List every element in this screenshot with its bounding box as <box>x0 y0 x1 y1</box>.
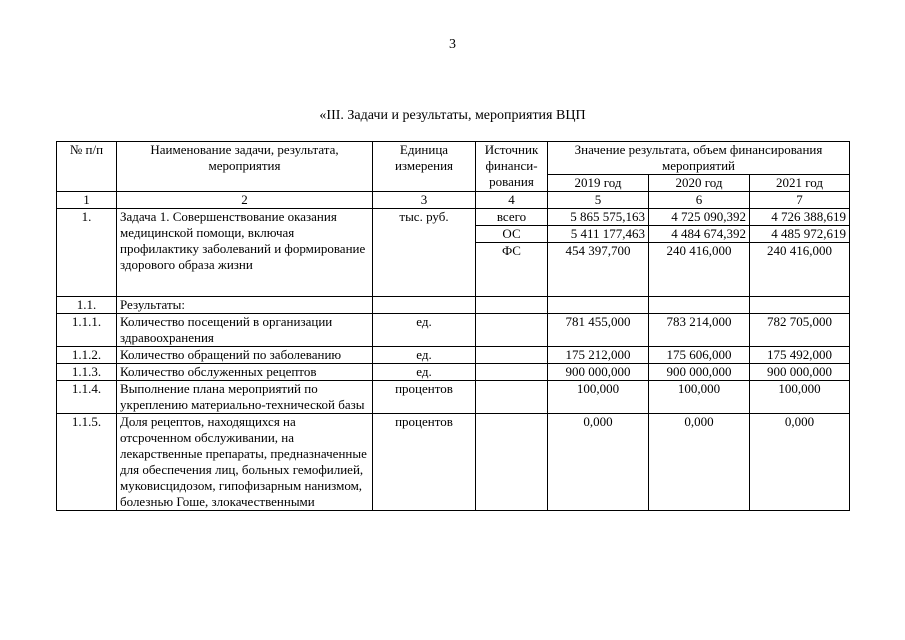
value-cell: 5 411 177,463 <box>548 226 648 243</box>
row-num: 1.1.1. <box>57 314 117 347</box>
row-value-2020: 783 214,000 <box>649 314 750 347</box>
row-name: Выполнение плана мероприятий по укреплению материально-технической базы <box>117 381 373 414</box>
row-unit: процентов <box>373 414 476 511</box>
column-numbers-row <box>57 192 850 209</box>
row-unit: процентов <box>373 381 476 414</box>
header-source: Источник финанси-рования <box>476 142 548 192</box>
row-value-2020: 100,000 <box>649 381 750 414</box>
empty-cell <box>750 297 850 314</box>
value-cell: 4 726 388,619 <box>750 209 849 226</box>
results-header-row <box>57 297 850 314</box>
col-number: 6 <box>649 192 750 209</box>
row-value-2019: 100,000 <box>548 381 649 414</box>
row-unit: ед. <box>373 364 476 381</box>
col-number: 5 <box>548 192 649 209</box>
task-num: 1. <box>57 209 117 297</box>
value-cell: 4 485 972,619 <box>750 226 849 243</box>
source-os: ОС <box>476 226 547 243</box>
col-number: 4 <box>476 192 548 209</box>
row-name: Количество обращений по заболеванию <box>117 347 373 364</box>
col-number: 7 <box>750 192 850 209</box>
tasks-results-table <box>56 141 850 511</box>
value-cell: 454 397,700 <box>565 243 631 258</box>
row-source <box>476 414 548 511</box>
row-value-2020: 0,000 <box>649 414 750 511</box>
row-source <box>476 364 548 381</box>
empty-cell <box>373 297 476 314</box>
col-number: 2 <box>117 192 373 209</box>
header-unit: Единица измерения <box>373 142 476 192</box>
row-source <box>476 314 548 347</box>
row-value-2020: 900 000,000 <box>649 364 750 381</box>
empty-cell <box>649 297 750 314</box>
task-sources <box>476 209 548 297</box>
table-row <box>57 314 850 347</box>
row-source <box>476 347 548 364</box>
row-source <box>476 381 548 414</box>
row-value-2021: 900 000,000 <box>750 364 850 381</box>
row-unit: ед. <box>373 314 476 347</box>
value-cell: 240 416,000 <box>767 243 832 258</box>
row-value-2019: 0,000 <box>548 414 649 511</box>
source-total: всего <box>476 209 547 226</box>
col-number: 1 <box>57 192 117 209</box>
header-year-2020: 2020 год <box>649 175 750 192</box>
header-value-group: Значение результата, объем финансирования мероприятий <box>548 142 850 175</box>
empty-cell <box>548 297 649 314</box>
table-row <box>57 414 850 511</box>
results-label: Результаты: <box>117 297 373 314</box>
row-name: Количество обслуженных рецептов <box>117 364 373 381</box>
row-num: 1.1.5. <box>57 414 117 511</box>
value-cell: 4 725 090,392 <box>649 209 749 226</box>
row-value-2021: 0,000 <box>750 414 850 511</box>
row-value-2021: 782 705,000 <box>750 314 850 347</box>
row-value-2019: 781 455,000 <box>548 314 649 347</box>
results-num: 1.1. <box>57 297 117 314</box>
header-row-1 <box>57 142 850 175</box>
row-unit: ед. <box>373 347 476 364</box>
source-fs: ФС <box>502 243 521 258</box>
row-num: 1.1.3. <box>57 364 117 381</box>
empty-cell <box>476 297 548 314</box>
row-value-2019: 175 212,000 <box>548 347 649 364</box>
row-name: Доля рецептов, находящихся на отсроченном обслуживании, на лекарственные препараты, предназначенные для обеспечения лиц, больных гемофилией, муковисцидозом, гипофизарным нанизмом, болезнью Гоше, злокачественными <box>117 414 373 511</box>
value-cell: 4 484 674,392 <box>649 226 749 243</box>
row-value-2019: 900 000,000 <box>548 364 649 381</box>
page-number: 3 <box>449 37 456 52</box>
header-year-2019: 2019 год <box>548 175 649 192</box>
row-num: 1.1.2. <box>57 347 117 364</box>
value-cell: 240 416,000 <box>666 243 732 258</box>
table-row <box>57 364 850 381</box>
task-values-2020 <box>649 209 750 297</box>
task-values-2019 <box>548 209 649 297</box>
row-value-2021: 175 492,000 <box>750 347 850 364</box>
table-row <box>57 381 850 414</box>
header-year-2021: 2021 год <box>750 175 850 192</box>
row-value-2020: 175 606,000 <box>649 347 750 364</box>
row-value-2021: 100,000 <box>750 381 850 414</box>
row-num: 1.1.4. <box>57 381 117 414</box>
task-unit: тыс. руб. <box>373 209 476 297</box>
table-row <box>57 347 850 364</box>
header-num: № п/п <box>57 142 117 192</box>
col-number: 3 <box>373 192 476 209</box>
task-row <box>57 209 850 297</box>
value-cell: 5 865 575,163 <box>548 209 648 226</box>
row-name: Количество посещений в организации здравоохранения <box>117 314 373 347</box>
header-name: Наименование задачи, результата, мероприятия <box>117 142 373 192</box>
section-title: «III. Задачи и результаты, мероприятия ВЦП <box>319 108 586 123</box>
task-values-2021 <box>750 209 850 297</box>
task-name: Задача 1. Совершенствование оказания медицинской помощи, включая профилактику заболеваний и формирование здорового образа жизни <box>117 209 373 297</box>
